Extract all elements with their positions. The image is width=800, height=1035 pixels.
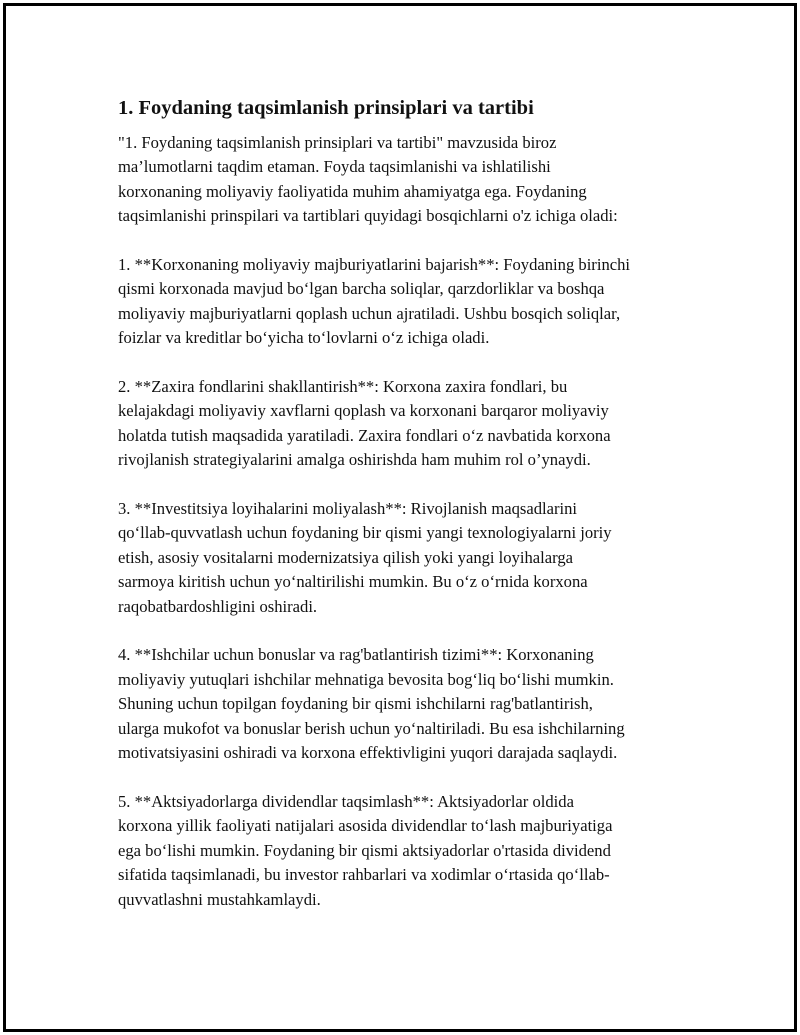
text-line: qo‘llab-quvvatlash uchun foydaning bir qismi yangi texnologiyalarni joriy	[118, 523, 612, 543]
text-line: ega bo‘lishi mumkin. Foydaning bir qismi aktsiyadorlar o'rtasida dividend	[118, 840, 611, 860]
text-line: 3. **Investitsiya loyihalarini moliyalash**: Rivojlanish maqsadlarini	[118, 499, 578, 519]
text-line: sarmoya kiritish uchun yo‘naltirilishi mumkin. Bu o‘z o‘rnida korxona	[118, 572, 588, 592]
text-line: korxonaning moliyaviy faoliyatida muhim ahamiyatga ega. Foydaning	[118, 181, 587, 201]
text-line: ularga mukofot va bonuslar berish uchun yo‘naltiriladi. Bu esa ishchilarning	[118, 718, 625, 738]
text-line: Shuning uchun topilgan foydaning bir qismi ishchilarni rag'batlantirish,	[118, 694, 593, 714]
list-item-5	[118, 790, 693, 912]
text-line: etish, asosiy vositalarni modernizatsiya qilish yoki yangi loyihalarga	[118, 547, 574, 567]
text-line: raqobatbardoshligini oshiradi.	[118, 596, 318, 616]
text-line: ma’lumotlarni taqdim etaman. Foyda taqsimlanishi va ishlatilishi	[118, 157, 551, 177]
text-line: foizlar va kreditlar bo‘yicha to‘lovlarni o‘z ichiga oladi.	[118, 328, 490, 348]
text-line: sifatida taqsimlanadi, bu investor rahbarlari va xodimlar o‘rtasida qo‘llab-	[118, 865, 610, 885]
text-line: korxona yillik faoliyati natijalari asosida dividendlar to‘lash majburiyatiga	[118, 816, 613, 836]
intro-paragraph	[118, 131, 693, 229]
text-line: rivojlanish strategiyalarini amalga oshirishda ham muhim rol o’ynaydi.	[118, 450, 591, 470]
list-item-1	[118, 253, 693, 351]
list-item-4	[118, 643, 693, 765]
text-line: motivatsiyasini oshiradi va korxona effektivligini yuqori darajada saqlaydi.	[118, 743, 618, 763]
text-line: taqsimlanishi prinspilari va tartiblari quyidagi bosqichlarni o'z ichiga oladi:	[118, 206, 618, 226]
document-title: 1. Foydaning taqsimlanish prinsiplari va tartibi	[118, 97, 534, 119]
document-body	[118, 95, 693, 936]
text-line: moliyaviy majburiyatlarni qoplash uchun ajratiladi. Ushbu bosqich soliqlar,	[118, 303, 621, 323]
list-item-3	[118, 497, 693, 619]
text-line: quvvatlashni mustahkamlaydi.	[118, 889, 321, 909]
text-line: 5. **Aktsiyadorlarga dividendlar taqsimlash**: Aktsiyadorlar oldida	[118, 791, 574, 811]
list-item-2	[118, 375, 693, 473]
text-line: holatda tutish maqsadida yaratiladi. Zaxira fondlari o‘z navbatida korxona	[118, 425, 611, 445]
text-line: qismi korxonada mavjud bo‘lgan barcha soliqlar, qarzdorliklar va boshqa	[118, 279, 605, 299]
text-line: 2. **Zaxira fondlarini shakllantirish**: Korxona zaxira fondlari, bu	[118, 377, 568, 397]
text-line: moliyaviy yutuqlari ishchilar mehnatiga bevosita bog‘liq bo‘lishi mumkin.	[118, 669, 614, 689]
text-line: kelajakdagi moliyaviy xavflarni qoplash va korxonani barqaror moliyaviy	[118, 401, 609, 421]
text-line: 1. **Korxonaning moliyaviy majburiyatlarini bajarish**: Foydaning birinchi	[118, 255, 631, 275]
text-line: 4. **Ishchilar uchun bonuslar va rag'batlantirish tizimi**: Korxonaning	[118, 645, 594, 665]
text-line: "1. Foydaning taqsimlanish prinsiplari va tartibi" mavzusida biroz	[118, 133, 557, 152]
